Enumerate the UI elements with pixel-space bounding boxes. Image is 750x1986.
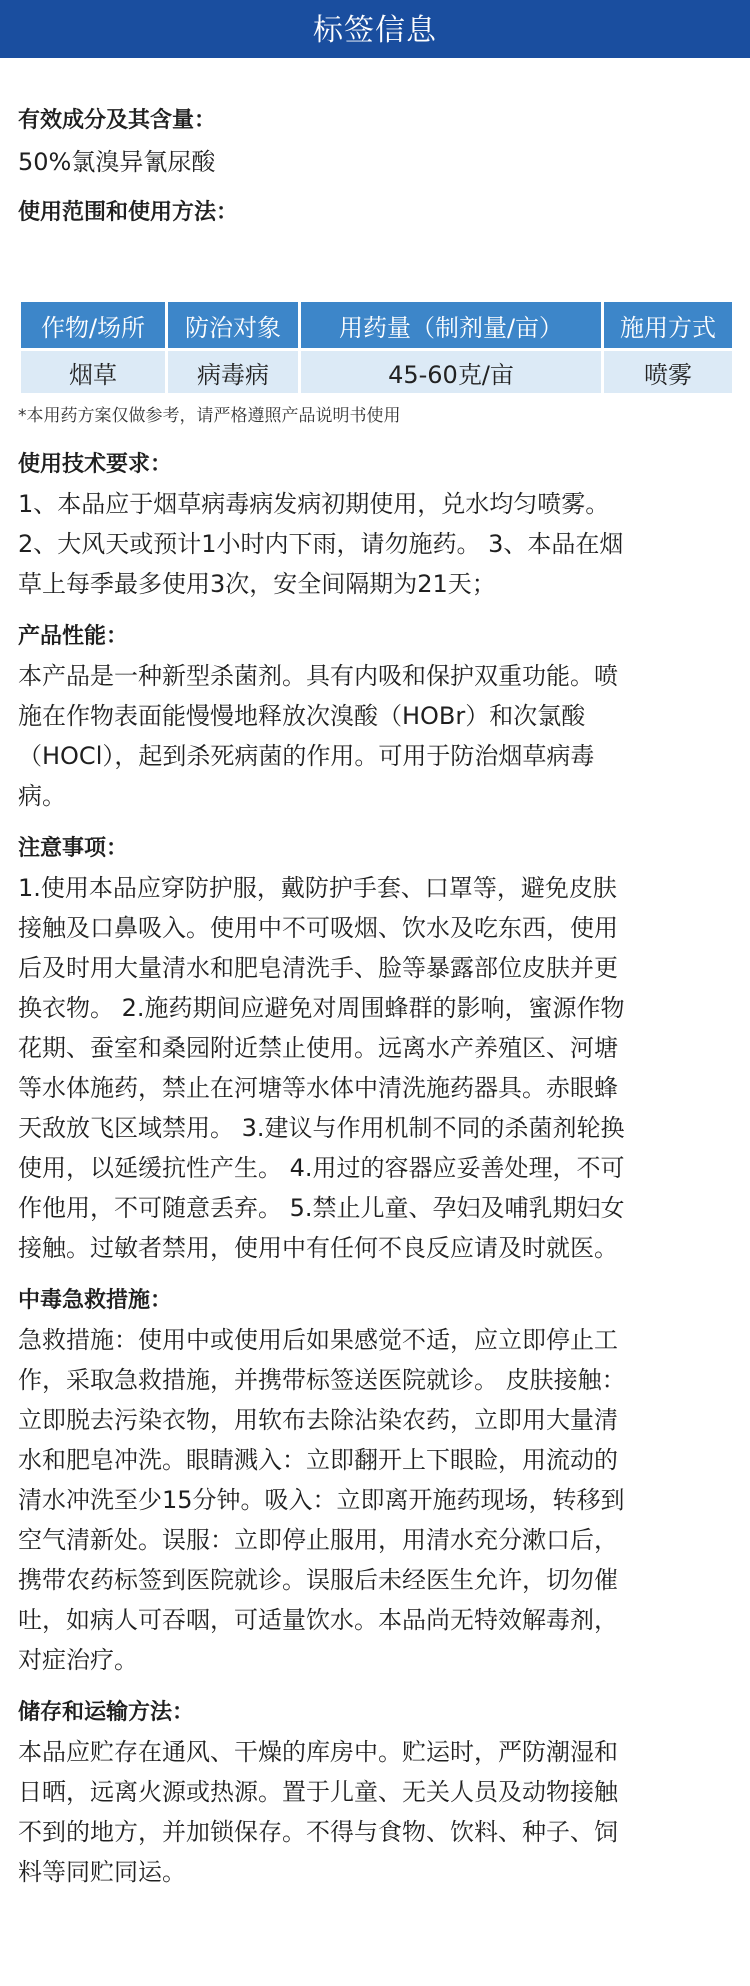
ingredient-text: 50%氯溴异氰尿酸 [18, 148, 216, 176]
usage-cell-crop: 烟草 [20, 350, 167, 395]
storage-line: 日晒，远离火源或热源。置于儿童、无关人员及动物接触 [18, 1778, 618, 1806]
table-row [20, 350, 734, 395]
usage-header-crop: 作物/场所 [20, 301, 167, 350]
storage-title: 储存和运输方法： [18, 1700, 195, 1725]
usage-cell-target: 病毒病 [167, 350, 300, 395]
first-aid-title: 中毒急救措施： [18, 1288, 173, 1313]
tech-line: 草上每季最多使用3次，安全间隔期为21天； [18, 570, 496, 598]
cautions-line: 后及时用大量清水和肥皂清洗手、脸等暴露部位皮肤并更 [18, 954, 618, 982]
performance-title: 产品性能： [18, 624, 129, 649]
first-aid-line: 立即脱去污染衣物，用软布去除沾染农药，立即用大量清 [18, 1406, 618, 1434]
cautions-line: 作他用，不可随意丢弃。 5.禁止儿童、孕妇及哺乳期妇女 [18, 1194, 625, 1222]
first-aid-line: 作，采取急救措施，并携带标签送医院就诊。 皮肤接触： [18, 1366, 626, 1394]
performance-line: 施在作物表面能慢慢地释放次溴酸（HOBr）和次氯酸 [18, 702, 586, 730]
storage-section [18, 1698, 732, 1892]
cautions-line: 天敌放飞区域禁用。 3.建议与作用机制不同的杀菌剂轮换 [18, 1114, 625, 1142]
usage-cell-method: 喷雾 [603, 350, 734, 395]
tech-title: 使用技术要求： [18, 452, 173, 477]
tech-line: 1、本品应于烟草病毒病发病初期使用，兑水均匀喷雾。 [18, 490, 610, 518]
cautions-section [18, 834, 732, 1268]
performance-line: （HOCl），起到杀死病菌的作用。可用于防治烟草病毒 [18, 742, 595, 770]
tech-section [18, 450, 732, 604]
cautions-line: 接触。过敏者禁用，使用中有任何不良反应请及时就医。 [18, 1234, 618, 1262]
performance-line: 病。 [18, 782, 66, 810]
label-content [0, 106, 750, 1892]
usage-note: *本用药方案仅做参考，请严格遵照产品说明书使用 [18, 406, 401, 426]
storage-line: 不到的地方，并加锁保存。不得与食物、饮料、种子、饲 [18, 1818, 618, 1846]
usage-section [18, 198, 732, 428]
usage-header-method: 施用方式 [603, 301, 734, 350]
tech-line: 2、大风天或预计1小时内下雨，请勿施药。 3、本品在烟 [18, 530, 624, 558]
performance-section [18, 622, 732, 816]
usage-header-dosage: 用药量（制剂量/亩） [300, 301, 603, 350]
usage-table [18, 299, 735, 396]
usage-table-header-row [20, 301, 734, 350]
storage-line: 本品应贮存在通风、干燥的库房中。贮运时，严防潮湿和 [18, 1738, 618, 1766]
first-aid-body [18, 1320, 732, 1680]
performance-body [18, 656, 732, 816]
cautions-line: 换衣物。 2.施药期间应避免对周围蜂群的影响，蜜源作物 [18, 994, 625, 1022]
first-aid-line: 水和肥皂冲洗。眼睛溅入：立即翻开上下眼睑，用流动的 [18, 1446, 618, 1474]
page-title: 标签信息 [313, 13, 437, 48]
first-aid-line: 对症治疗。 [18, 1646, 138, 1674]
cautions-line: 1.使用本品应穿防护服，戴防护手套、口罩等，避免皮肤 [18, 874, 617, 902]
first-aid-line: 急救措施：使用中或使用后如果感觉不适，应立即停止工 [18, 1326, 618, 1354]
cautions-title: 注意事项： [18, 836, 129, 861]
first-aid-line: 空气清新处。误服：立即停止服用，用清水充分漱口后， [18, 1526, 618, 1554]
storage-line: 料等同贮同运。 [18, 1858, 186, 1886]
usage-cell-dosage: 45-60克/亩 [300, 350, 603, 395]
ingredient-title: 有效成分及其含量： [18, 108, 217, 133]
first-aid-line: 携带农药标签到医院就诊。误服后未经医生允许，切勿催 [18, 1566, 618, 1594]
usage-title: 使用范围和使用方法： [18, 200, 239, 225]
cautions-line: 接触及口鼻吸入。使用中不可吸烟、饮水及吃东西，使用 [18, 914, 618, 942]
first-aid-line: 清水冲洗至少15分钟。吸入：立即离开施药现场，转移到 [18, 1486, 625, 1514]
performance-line: 本产品是一种新型杀菌剂。具有内吸和保护双重功能。喷 [18, 662, 618, 690]
cautions-body [18, 868, 732, 1268]
cautions-line: 使用，以延缓抗性产生。 4.用过的容器应妥善处理，不可 [18, 1154, 625, 1182]
tech-body [18, 484, 732, 604]
page-header [0, 0, 750, 58]
storage-body [18, 1732, 732, 1892]
first-aid-section [18, 1286, 732, 1680]
first-aid-line: 吐，如病人可吞咽，可适量饮水。本品尚无特效解毒剂， [18, 1606, 618, 1634]
usage-header-target: 防治对象 [167, 301, 300, 350]
ingredient-section [18, 106, 732, 182]
cautions-line: 花期、蚕室和桑园附近禁止使用。远离水产养殖区、河塘 [18, 1034, 618, 1062]
cautions-line: 等水体施药，禁止在河塘等水体中清洗施药器具。赤眼蜂 [18, 1074, 618, 1102]
